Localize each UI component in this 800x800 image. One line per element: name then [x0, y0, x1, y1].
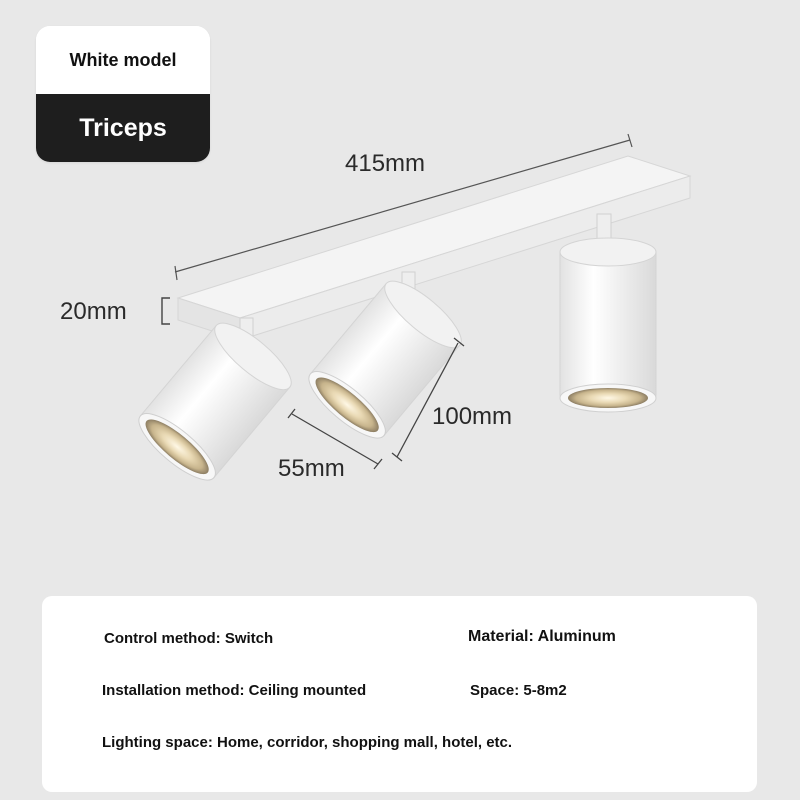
variant-label: Triceps [36, 94, 210, 162]
base-height-label: 20mm [60, 298, 127, 325]
lamp-diameter-label: 55mm [278, 455, 345, 482]
spotlight-left [130, 313, 300, 490]
spec-panel [42, 596, 757, 792]
model-label: White model [36, 26, 210, 94]
lighting-space: Lighting space: Home, corridor, shopping mall, hotel, etc. [102, 734, 513, 751]
installation-method: Installation method: Ceiling mounted [102, 682, 367, 699]
material: Material: Aluminum [468, 628, 616, 645]
spotlight-right [560, 214, 656, 412]
control-method: Control method: Switch [104, 630, 274, 647]
space: Space: 5-8m2 [470, 682, 567, 699]
height-bracket [162, 298, 170, 324]
lamp-height-label: 100mm [432, 403, 513, 430]
length-label: 415mm [345, 150, 426, 177]
